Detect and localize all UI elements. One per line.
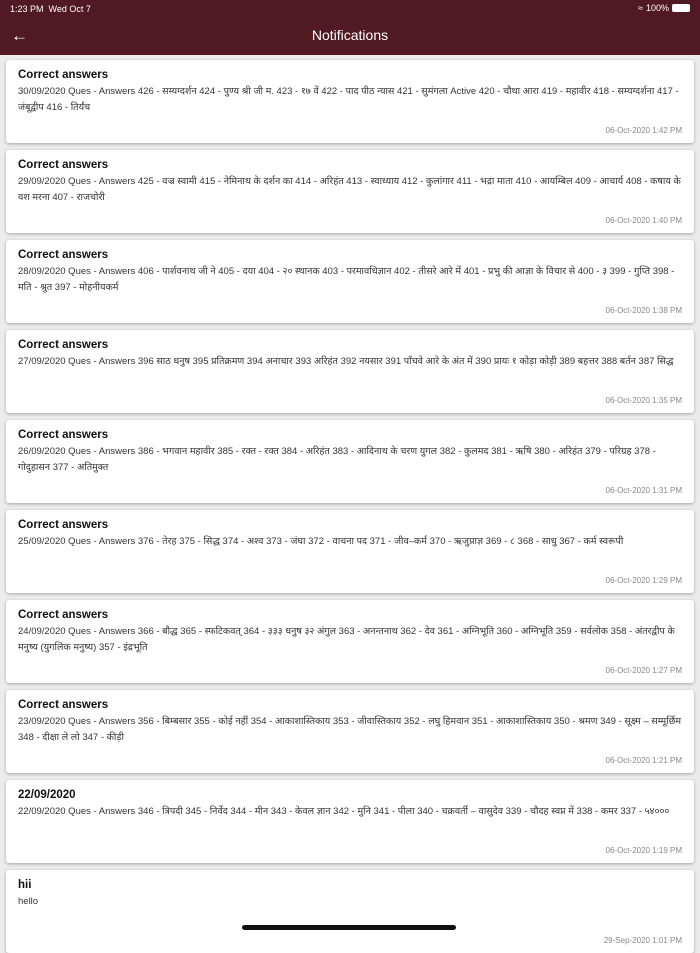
- home-indicator[interactable]: [242, 925, 456, 930]
- notification-body: 24/09/2020 Ques - Answers 366 - बौद्ध 365 - स्फटिकवत् 364 - ३३३ धनुष ३२ अंगुल 363 - अनन्तनाथ 362 - देव 361 - अग्निभूति 360 - अग्निभूति 359 - सर्वलोक 358 - अंतरद्वीप के मनुष्य (युगलिक मनुष्य) 357 - इंद्रभूति: [18, 626, 675, 653]
- back-arrow-icon[interactable]: ←: [11, 26, 28, 45]
- notification-card[interactable]: [6, 690, 694, 773]
- notification-title: Correct answers: [18, 519, 109, 531]
- battery-icon: [672, 4, 690, 12]
- notification-title: hii: [18, 879, 32, 891]
- notification-card[interactable]: [6, 420, 694, 503]
- notification-body: 23/09/2020 Ques - Answers 356 - बिम्बसार 355 - कोई नहीं 354 - आकाशास्तिकाय 353 - जीवास्तिकाय 352 - लघु हिमवान 351 - आकाशास्तिकाय 350 - श्रमण 349 - सूक्ष्म – सम्मूर्छिम 348 - दीक्षा ले लो 347 - कीड़ी: [18, 716, 682, 743]
- notification-title: Correct answers: [18, 69, 109, 81]
- status-time: 1:23 PM Wed Oct 7: [10, 4, 91, 14]
- notification-title: Correct answers: [18, 429, 109, 441]
- notification-title: Correct answers: [18, 699, 109, 711]
- status-indicators: [638, 3, 690, 13]
- notification-body: 28/09/2020 Ques - Answers 406 - पार्शवनाथ जी ने 405 - दया 404 - २० स्थानक 403 - परमावधिज्ञान 402 - तीसरे आरे में 401 - प्रभु की आज्ञा के विचार से 400 - ३ 399 - गुप्ति 398 - मति - श्रुत 397 - मोहनीयकर्म: [18, 266, 675, 293]
- notification-list[interactable]: [0, 55, 700, 953]
- notification-time: 06-Oct-2020 1:42 PM: [605, 126, 682, 135]
- notification-time: 06-Oct-2020 1:38 PM: [605, 306, 682, 315]
- notification-body: 27/09/2020 Ques - Answers 396 साठ धनुष 395 प्रतिक्रमण 394 अनाचार 393 अरिहंत 392 नयसार 391 पाँचवे आरे के अंत में 390 प्रायः १ कोड़ा कोड़ी 389 बहत्तर 388 बर्तन 387 सिद्ध: [18, 356, 674, 367]
- notification-card[interactable]: [6, 240, 694, 323]
- notification-card[interactable]: [6, 870, 694, 953]
- notification-title: 22/09/2020: [18, 789, 76, 801]
- notification-time: 06-Oct-2020 1:35 PM: [605, 396, 682, 405]
- notification-body: 26/09/2020 Ques - Answers 386 - भगवान महावीर 385 - रक्त - रक्त 384 - अरिहंत 383 - आदिनाथ के चरण युगल 382 - कुलमद 381 - ऋषि 380 - अरिहंत 379 - परिग्रह 378 - गोदुहासन 377 - अतिमुक्त: [18, 446, 656, 473]
- notification-card[interactable]: [6, 60, 694, 143]
- battery-percent: 100%: [645, 3, 669, 13]
- notification-time: 06-Oct-2020 1:27 PM: [605, 666, 682, 675]
- notification-title: Correct answers: [18, 159, 109, 171]
- page-title: Notifications: [311, 27, 389, 43]
- notification-time: 29-Sep-2020 1:01 PM: [603, 936, 682, 945]
- notification-time: 06-Oct-2020 1:19 PM: [605, 846, 682, 855]
- app-header: [0, 0, 700, 55]
- notification-card[interactable]: [6, 330, 694, 413]
- notification-time: 06-Oct-2020 1:21 PM: [605, 756, 682, 765]
- notification-time: 06-Oct-2020 1:40 PM: [605, 216, 682, 225]
- notification-body: 25/09/2020 Ques - Answers 376 - तेरह 375 - सिद्ध 374 - अश्व 373 - जंघा 372 - वाचना पद 371 - जीव–कर्म 370 - ऋजुप्राज्ञ 369 - ८ 368 - साधु 367 - कर्म स्वरूपी: [18, 536, 624, 547]
- notification-title: Correct answers: [18, 339, 109, 351]
- notification-body: 30/09/2020 Ques - Answers 426 - सम्यग्दर्शन 424 - पुण्य श्री जी म. 423 - १७ वें 422 - पाद पीठ न्यास 421 - सुमंगला Active 420 - चौथा आरा 419 - महावीर 418 - सम्यग्दर्शना 417 - जंबूद्वीप 416 - तिर्यंच: [18, 86, 679, 113]
- notification-card[interactable]: [6, 510, 694, 593]
- notification-card[interactable]: [6, 780, 694, 863]
- notification-body: 22/09/2020 Ques - Answers 346 - त्रिपदी 345 - निर्वेद 344 - मीन 343 - केवल ज्ञान 342 - मुनि 341 - पीला 340 - चक्रवर्ती – वासुदेव 339 - चौदह स्वप्न में 338 - कमर 337 - ५४०००: [18, 806, 670, 817]
- notification-title: Correct answers: [18, 609, 109, 621]
- notification-body: hello: [18, 896, 39, 907]
- notification-body: 29/09/2020 Ques - Answers 425 - वज्र स्वामी 415 - नेमिनाथ के दर्शन का 414 - अरिहंत 413 - स्वाध्याय 412 - कुलांगार 411 - भद्रा माता 410 - आयम्बिल 409 - आचार्य 408 - कषाय के वश मरना 407 - राजचोरी: [18, 176, 681, 203]
- notification-time: 06-Oct-2020 1:31 PM: [605, 486, 682, 495]
- notification-title: Correct answers: [18, 249, 109, 261]
- notification-time: 06-Oct-2020 1:29 PM: [605, 576, 682, 585]
- notification-card[interactable]: [6, 600, 694, 683]
- notification-card[interactable]: [6, 150, 694, 233]
- wifi-icon: ≈: [638, 3, 643, 13]
